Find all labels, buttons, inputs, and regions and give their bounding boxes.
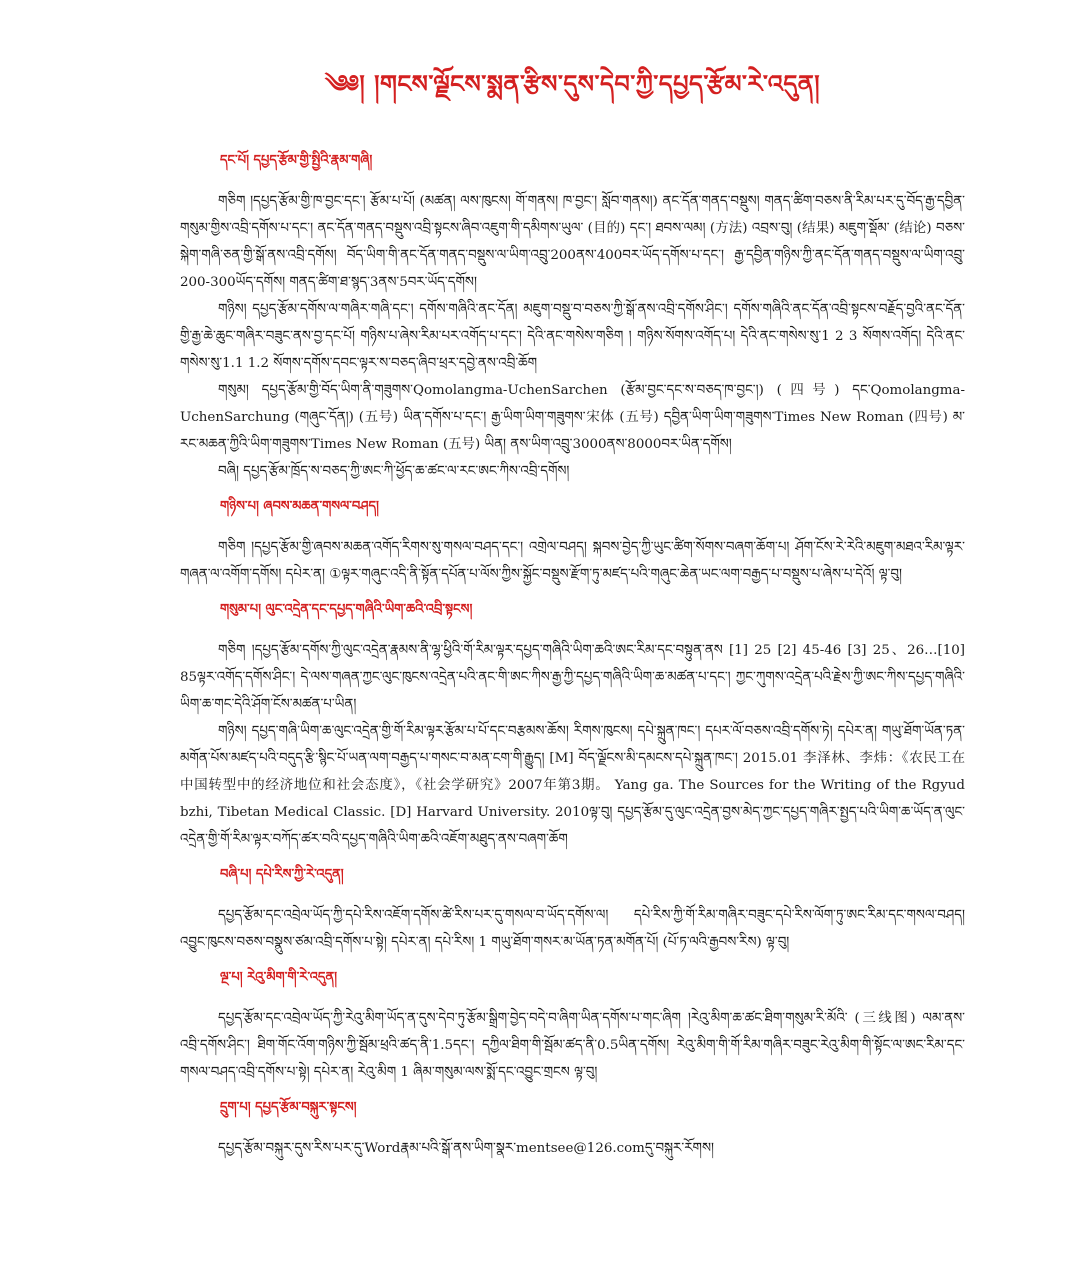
section-heading: གསུམ་པ། ལུང་འདྲེན་དང་དཔྱད་གཞིའི་ཡིག་ཆའི་འབྲི་སྟངས།	[220, 602, 473, 617]
paragraph: གཅིག །དཔྱད་རྩོམ་གྱི་ཞབས་མཆན་འགོད་རིགས་སུ་གསལ་བཤད་དང་། འགྲེལ་བཤད། སྐབས་བྱེད་ཀྱི་ཡུང་ཚིག་སོགས་བཞག་ཆོག་པ། ཤོག་ངོས་རེ་རེའི་མཇུག་མཐའ་རིམ་ལྟར་གཞན་ལ་འགོག་དགོས། དཔེར་ན། ①ལྟར་གཞུང་འདི་ནི་སྟོན་དཔོན་པ་ལོས་ཀྱིས་སྐྱོང་བསྡུས་རྫོག་ཏུ་མཛད་པའི་གཞུང་ཆེན་ཡང་ལག་བརྒྱད་པ་བསྡུས་པ་ཞེས་པ་དེའོ། ལྟ་བུ།	[180, 540, 965, 582]
section-heading: གཉིས་པ། ཞབས་མཆན་གསལ་བཤད།	[220, 499, 379, 514]
section-heading: ལྔ་པ། རེའུ་མིག་གི་རེ་འདུན།	[220, 970, 338, 985]
paragraph: གསུམ། དཔྱད་རྩོམ་གྱི་བོད་ཡིག་ནི་གཟུགས་Qomolangma-UchenSarchen (རྩོམ་བྱང་དང་ས་བཅད་ཁ་བྱང་།) (四号) དང་Qomolangma-UchenSarchung (གཞུང་དོན།) (五号) ཡིན་དགོས་པ་དང་། རྒྱ་ཡིག་ཡིག་གཟུགས་宋体 (五号) དབྱིན་ཡིག་ཡིག་གཟུགས་Times New Roman (四号) མ་རང་མཆན་ཀྱིའི་ཡིག་གཟུགས་Times New Roman (五号) ཡིན། ནས་ཡིག་འབྲུ་3000ནས་8000བར་ཡིན་དགོས།	[180, 383, 965, 452]
paragraph: གཅིག །དཔྱད་རྩོམ་དགོས་ཀྱི་ལུང་འདྲེན་རྣམས་ནི་ལྷ་ཕྱིའི་གོ་རིམ་ལྟར་དཔྱད་གཞིའི་ཡིག་ཆའི་ཨང་རིམ་དང་བསྟུན་ནས [1] 25 [2] 45-46 [3] 25、26…[10] 85ལྟར་འགོད་དགོས་ཤིང་། དེ་ལས་གཞན་ཀྱང་ལུང་ཁུངས་འདྲེན་པའི་ནང་གི་ཨང་ཀིས་རྒྱ་ཀྱི་དཔྱད་གཞིའི་ཡིག་ཆ་མཚན་པ་དང་། ཀྱང་ཀུགས་འདྲེན་པའི་རྗེས་ཀྱི་ཨང་ཀིས་དཔྱད་གཞིའི་ཡིག་ཆ་གང་དེའི་ཤོག་ངོས་མཚན་པ་ཡིན།	[180, 643, 965, 712]
paragraph: དཔྱད་རྩོམ་དང་འབྲེལ་ཡོད་ཀྱི་དཔེ་རིས་འཇོག་དགོས་ཚེ་རིས་པར་དུ་གསལ་བ་ཡོད་དགོས་ལ། དཔེ་རིས་ཀྱི་གོ་རིམ་གཞིར་བཟུང་དཔེ་རིས་ལོག་ཏུ་ཨང་རིམ་དང་གསལ་བཤད། འབྱུང་ཁུངས་བཅས་བསྣུས་ཙམ་འབྲི་དགོས་པ་སྟེ། དཔེར་ན། དཔེ་རིས། 1 གཡུ་ཐོག་གསར་མ་ཡོན་ཏན་མགོན་པོ། (པོ་ཏ་ལའི་རྒྱབས་རིས) ལྟ་བུ།	[180, 908, 965, 950]
section-heading: བཞི་པ། དཔེ་རིས་ཀྱི་རེ་འདུན།	[220, 867, 344, 882]
paragraph: དཔྱད་རྩོམ་བསྐུར་དུས་རིས་པར་དུ་Wordརྣམ་པའི་སྒོ་ནས་ཡིག་སྣར་mentsee@126.comདུ་བསྐུར་རོགས།	[218, 1141, 714, 1156]
paragraph: གཅིག །དཔྱད་རྩོམ་གྱི་ཁ་བྱང་དང་། རྩོམ་པ་པོ། (མཚན། ལས་ཁུངས། གོ་གནས། ཁ་བྱང་། སློབ་གནས།) ནང་དོན་གནད་བསྡུས། གནད་ཚིག་བཅས་ནི་རིམ་པར་དུ་བོད་རྒྱ་དབྱིན་གསུམ་གྱིས་འབྲི་དགོས་པ་དང་། ནང་དོན་གནད་བསྡུས་འབྲི་སྟངས་ཞིབ་འཇུག་གི་དམིགས་ཡུལ་ (目的) དང་། ཐབས་ལམ། (方法) འབྲས་བུ། (结果) མཇུག་སྡོམ་ (结论) བཅས་སྐེག་གཞི་ཅན་གྱི་སྒོ་ནས་འབྲི་དགོས། བོད་ཡིག་གི་ནང་དོན་གནད་བསྡུས་ལ་ཡིག་འབྲུ་200ནས་400བར་ཡོད་དགོས་པ་དང་། རྒྱ་དབྱིན་གཉིས་ཀྱི་ནང་དོན་གནད་བསྡུས་ལ་ཡིག་འབྲུ་200-300ཡོད་དགོས། གནད་ཚིག་ཐ་སྙད་3ནས་5བར་ཡོད་དགོས།	[180, 194, 965, 290]
section-heading: དྲུག་པ། དཔྱད་རྩོམ་བསྐུར་སྟངས།	[220, 1100, 357, 1115]
section-heading: དང་པོ། དཔྱད་རྩོམ་གྱི་སྤྱིའི་རྣམ་གཞི།	[220, 153, 373, 168]
paragraph: དཔྱད་རྩོམ་དང་འབྲེལ་ཡོད་ཀྱི་རེའུ་མིག་ཡོད་ན་དུས་དེབ་ཏུ་རྩོམ་སྒྲིག་བྱེད་བདེ་བ་ཞིག་ཡིན་དགོས་པ་གང་ཞིག །རེའུ་མིག་ཆ་ཚང་ཐིག་གསུམ་རི་མོའི་ (三线图) ལམ་ནས་འབྲི་དགོས་ཤིང་། ཐིག་གོང་འོག་གཉིས་ཀྱི་སྦོམ་ཕྲའི་ཚད་ནི་1.5དང་། དཀྱིལ་ཐིག་གི་སྦོམ་ཚད་ནི་0.5ཡིན་དགོས། རེའུ་མིག་གི་གོ་རིམ་གཞིར་བཟུང་རེའུ་མིག་གི་སྟོང་ལ་ཨང་རིམ་དང་གསལ་བཤད་འབྲི་དགོས་པ་སྟེ། དཔེར་ན། རེའུ་མིག 1 ཞིམ་གསུམ་ལས་སྨོ་དང་འབྱུང་གྲངས ལྟ་བུ།	[180, 1011, 965, 1080]
page-title: ༄༅། །གངས་ལྗོངས་སྨན་རྩིས་དུས་དེབ་ཀྱི་དཔྱད་རྩོམ་རེ་འདུན།	[324, 69, 821, 98]
paragraph: གཉིས། དཔྱད་རྩོམ་དགོས་ལ་གཞིར་གཞི་དང་། དགོས་གཞིའི་ནང་དོན། མཇུག་བསྡུ་བ་བཅས་ཀྱི་སྒོ་ནས་འབྲི་དགོས་ཤིང་། དགོས་གཞིའི་ནང་དོན་འབྲི་སྟངས་བརྗོད་བྱའི་ནང་དོན་གྱི་རྒྱ་ཆེ་ཆུང་གཞིར་བཟུང་ནས་བྱ་དང་པོ། གཉིས་པ་ཞེས་རིམ་པར་འགོད་པ་དང་། དེའི་ནང་གསེས་གཅིག ། གཉིས་སོགས་འགོད་པ། དེའི་ནང་གསེས་སུ་1 2 3 སོགས་འགོད། དེའི་ནང་གསེས་སུ་1.1 1.2 སོགས་དགོས་དབང་ལྟར་ས་བཅད་ཞིབ་ཕྲར་དབྱེ་ནས་འབྲི་ཆོག	[180, 302, 965, 371]
paragraph: གཉིས། དཔྱད་གཞི་ཡིག་ཆ་ལུང་འདྲེན་གྱི་གོ་རིམ་ལྟར་རྩོམ་པ་པོ་དང་བརྩམས་ཆོས། རིགས་ཁུངས། དཔེ་སྐྲུན་ཁང་། དཔར་ལོ་བཅས་འབྲི་དགོས་ཏེ། དཔེར་ན། གཡུ་ཐོག་ཡོན་ཏན་མགོན་པོས་མཛད་པའི་བདུད་རྩི་སྙིང་པོ་ཡན་ལག་བརྒྱད་པ་གསང་བ་མན་ངག་གི་རྒྱུད། [M] བོད་ལྗོངས་མི་དམངས་དཔེ་སྐྲུན་ཁང་། 2015.01 李泽林、李炜：《农民工在中国转型中的经济地位和社会态度》，《社会学研究》2007年第3期。 Yang ga. The Sources for the Writing of the Rgyud bzhi, Tibetan Medical Classic. [D] Harvard University. 2010ལྟ་བུ། དཔྱད་རྩོམ་དུ་ལུང་འདྲེན་བྱས་མེད་ཀྱང་དཔྱད་གཞིར་སྤྱད་པའི་ཡིག་ཆ་ཡོད་ན་ལུང་འདྲེན་གྱི་གོ་རིམ་ལྟར་བཀོད་ཚར་བའི་དཔྱད་གཞིའི་ཡིག་ཆའི་འཇོག་མཐུད་ནས་བཞག་ཆོག	[180, 724, 965, 847]
paragraph: བཞི། དཔྱད་རྩོམ་ཁྲོད་ས་བཅད་ཀྱི་ཨང་ཀི་ཕྱོད་ཆ་ཚང་ལ་རང་ཨང་ཀིས་འབྲི་དགོས།	[218, 464, 570, 479]
document	[180, 58, 965, 1162]
